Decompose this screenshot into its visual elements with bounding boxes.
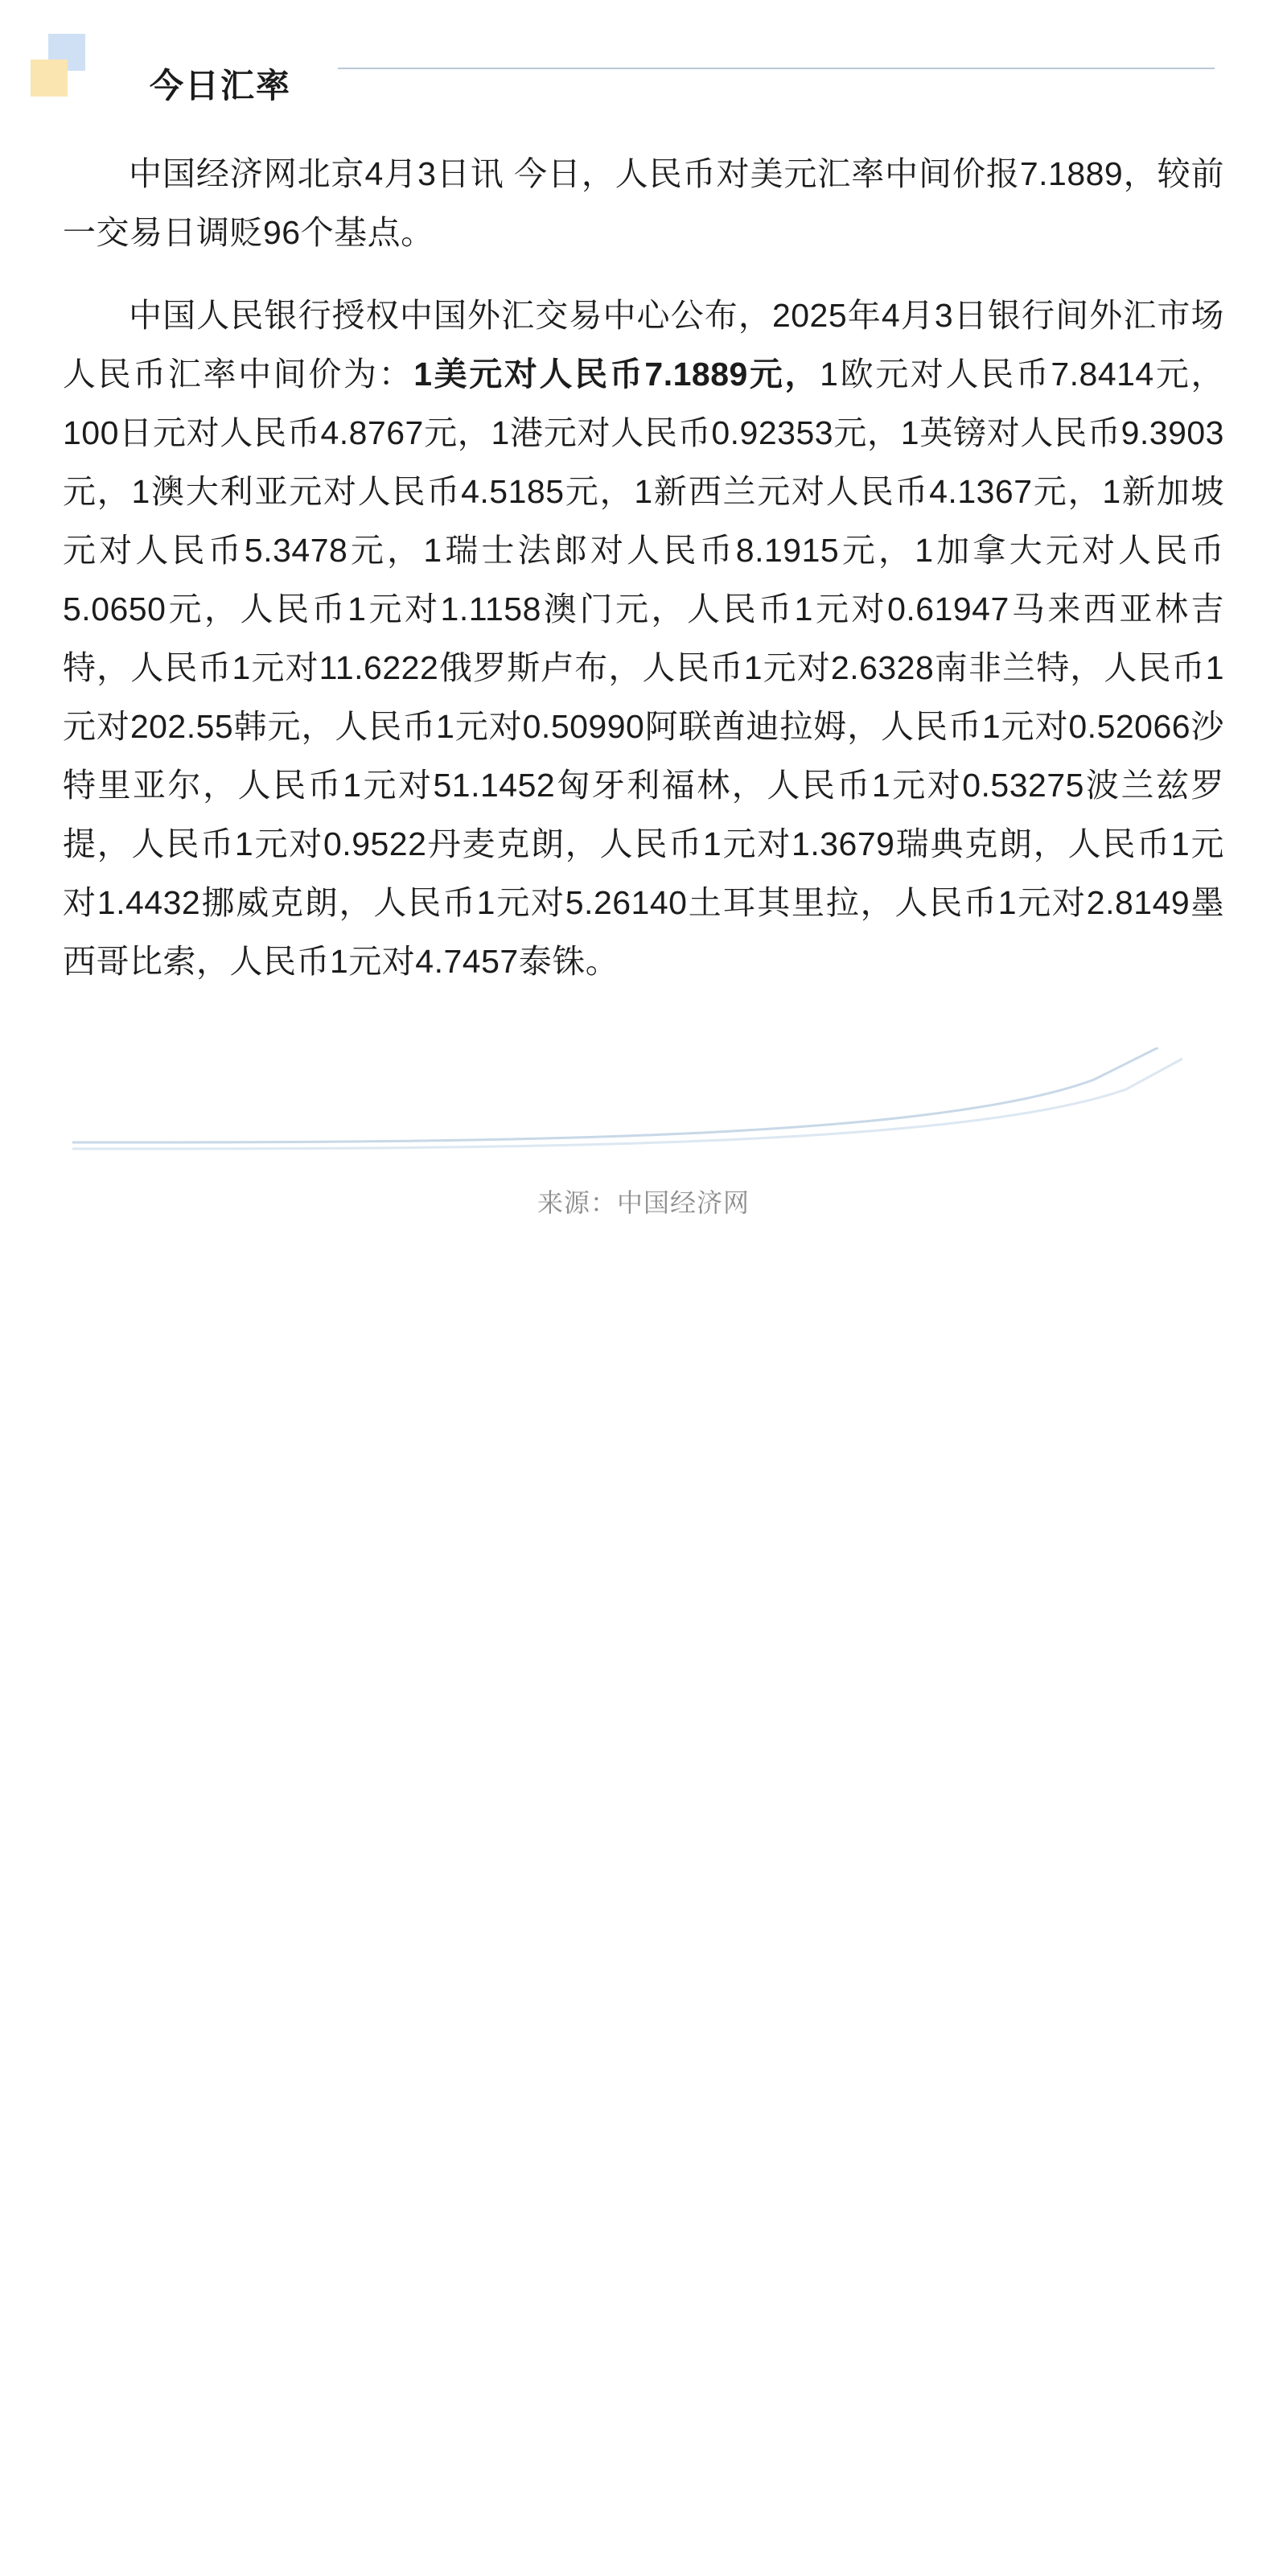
paragraph-lead: 中国经济网北京4月3日讯 今日，人民币对美元汇率中间价报7.1889，较前一交易日调贬96个基点。: [63, 155, 1224, 251]
decorative-square-yellow-icon: [31, 60, 68, 97]
article-body: [0, 145, 1287, 991]
paragraph-rates-rest: 1欧元对人民币7.8414元，100日元对人民币4.8767元，1港元对人民币0.92353元，1英镑对人民币9.3903元，1澳大利亚元对人民币4.5185元，1新西兰元对人民币4.1367元，1新加坡元对人民币5.3478元，1瑞士法郎对人民币8.1915元，1加拿大元对人民币5.0650元，人民币1元对1.1158澳门元，人民币1元对0.61947马来西亚林吉特，人民币1元对11.6222俄罗斯卢布，人民币1元对2.6328南非兰特，人民币1元对202.55韩元，人民币1元对0.50990阿联酋迪拉姆，人民币1元对0.52066沙特里亚尔，人民币1元对51.1452匈牙利福林，人民币1元对0.53275波兰兹罗提，人民币1元对0.9522丹麦克朗，人民币1元对1.3679瑞典克朗，人民币1元对1.4432挪威克朗，人民币1元对5.26140土耳其里拉，人民币1元对2.8149墨西哥比索，人民币1元对4.7457泰铢。: [63, 355, 1224, 980]
paragraph-rates-prefix: 中国人民银行授权中国外汇交易中心公布，2025年4月3日银行间外汇市场人民币汇率中间价为：: [63, 296, 1224, 393]
footer-swoosh-decoration: [0, 1047, 1287, 1152]
source-label: 来源：中国经济网: [537, 1187, 750, 1217]
header-divider: [338, 68, 1215, 69]
page-footer: [0, 1047, 1287, 1265]
page-header: [0, 0, 1287, 145]
page-title: 今日汇率: [150, 67, 292, 105]
paragraph-rates: [63, 286, 1224, 991]
paragraph-rates-highlight: 1美元对人民币7.1889元，: [413, 355, 820, 393]
